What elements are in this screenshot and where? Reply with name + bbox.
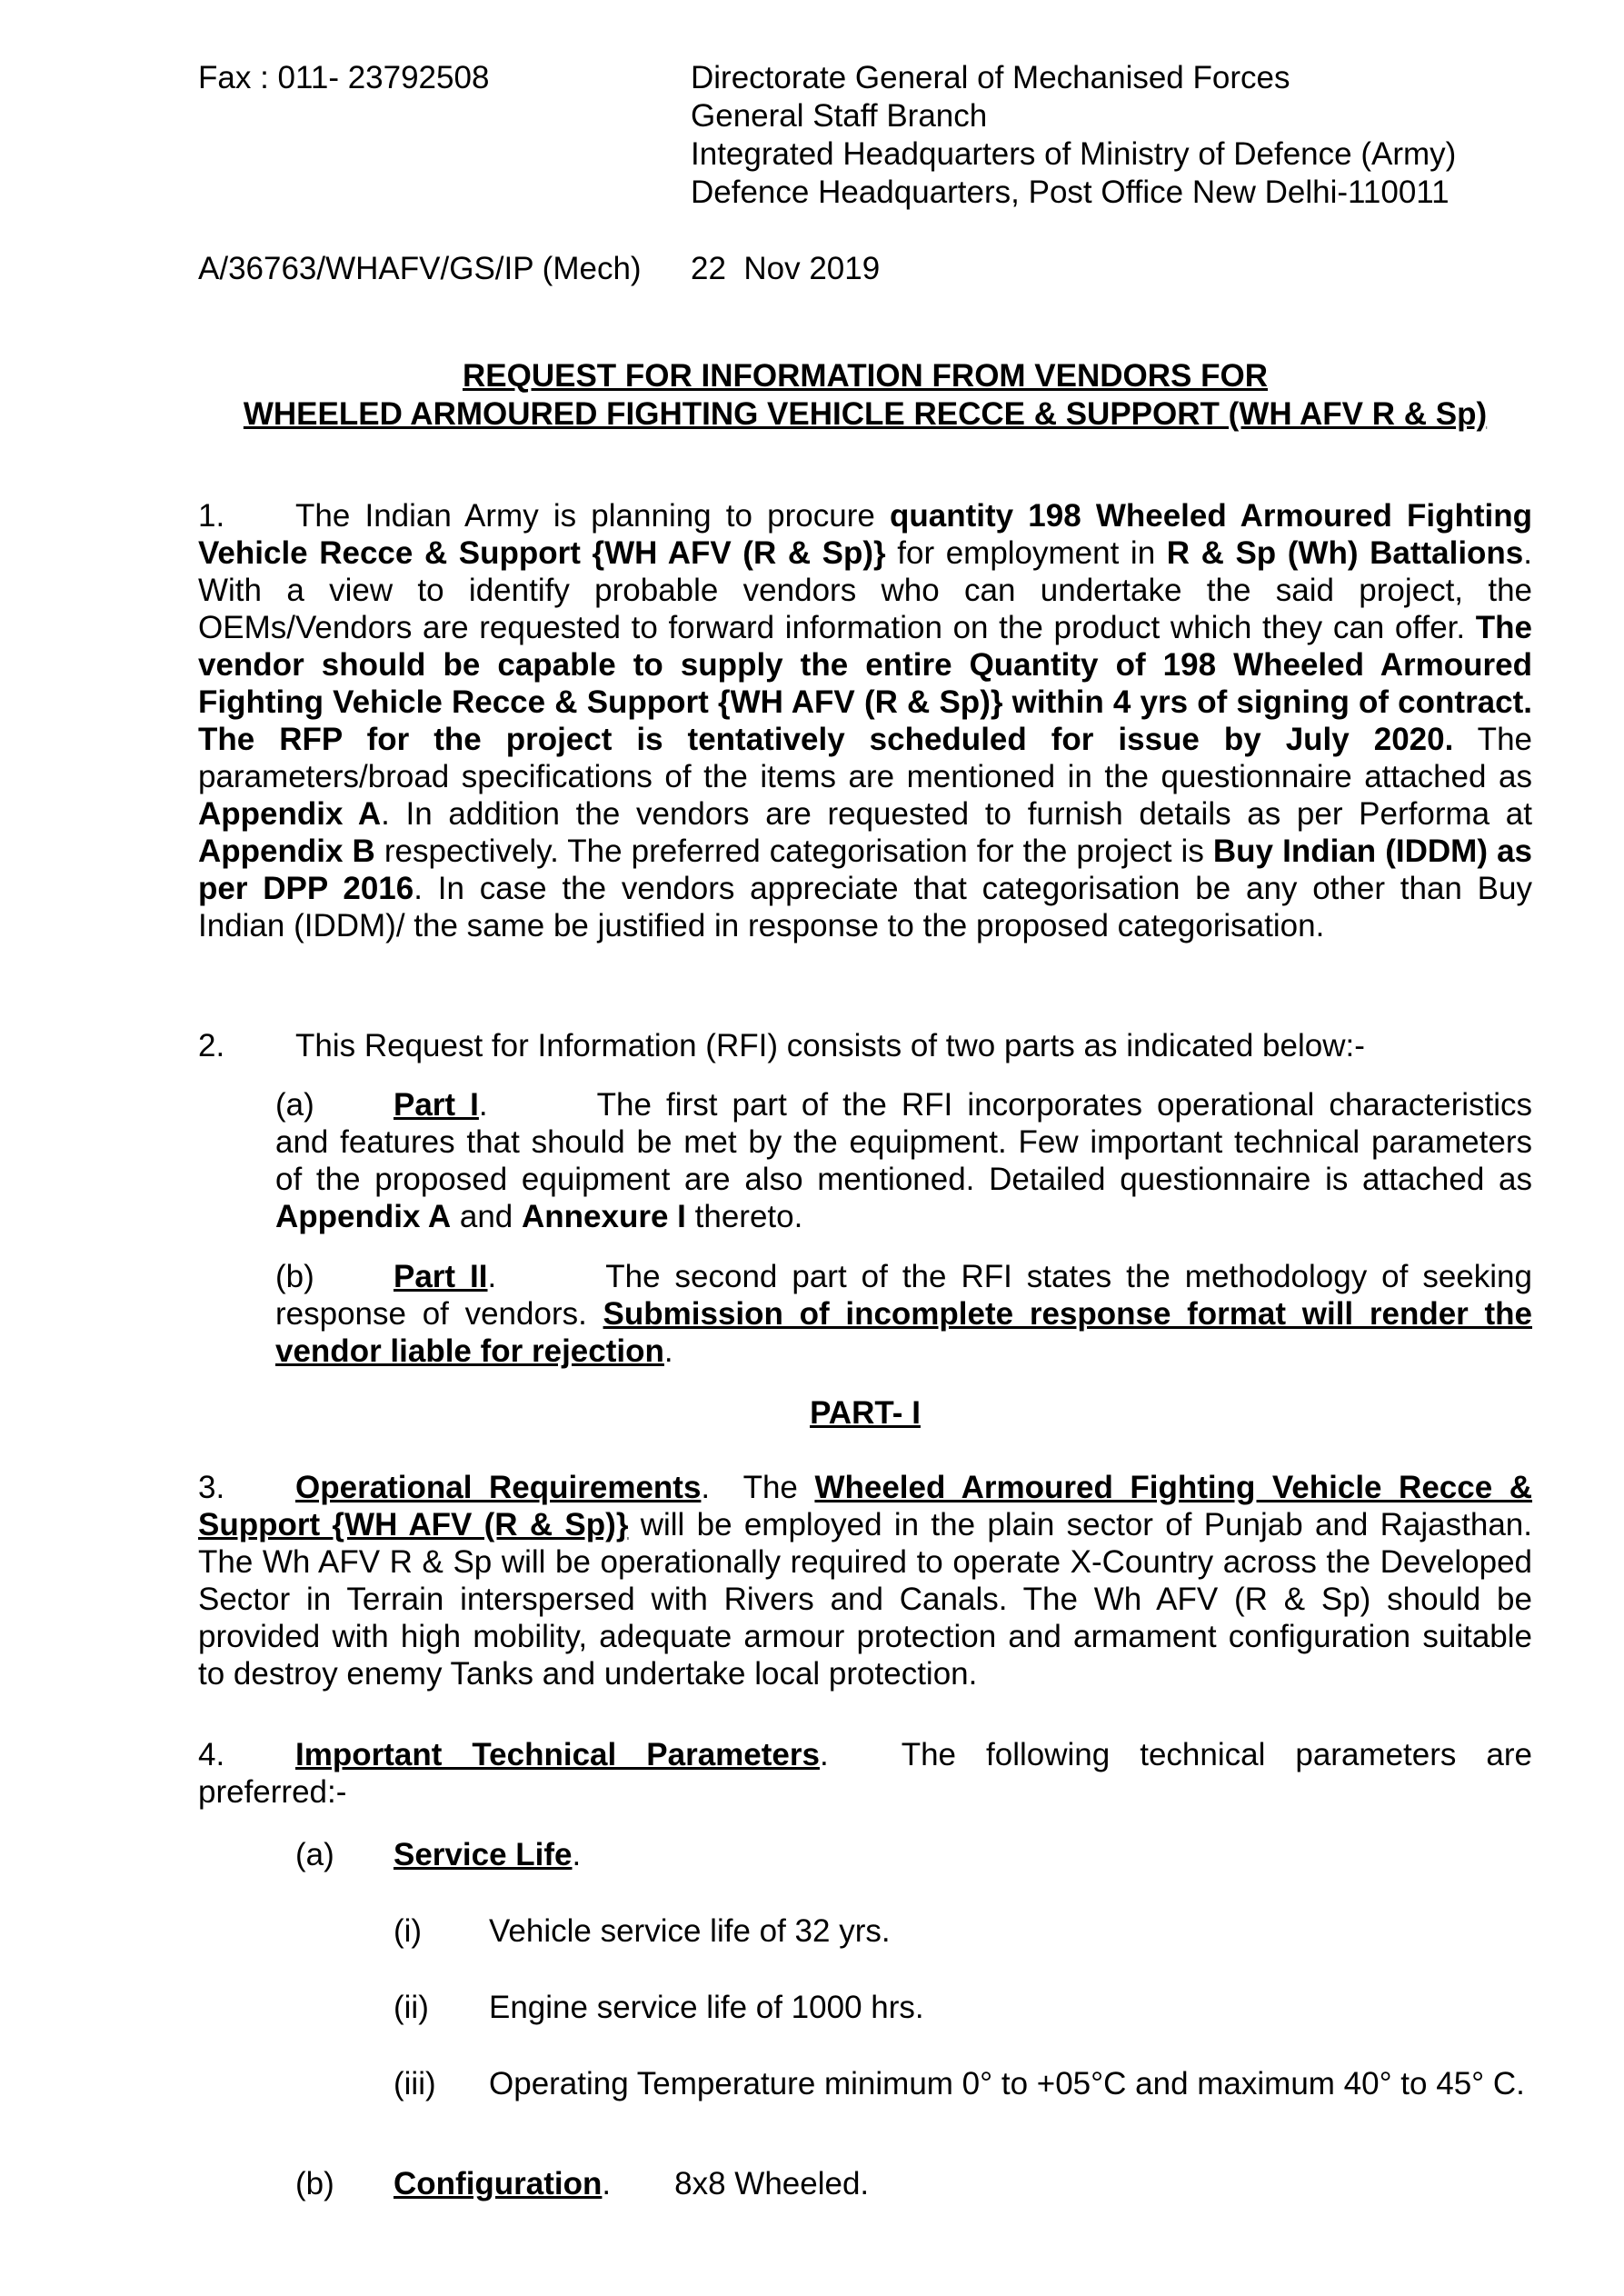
- text-run: The first part of the RFI incorporates operational characteristics and features that should be met by the equipment. Few important technical parameters of the proposed equipment are also mentioned. Detailed questionnaire is attached as: [275, 1087, 1532, 1197]
- period: .: [819, 1737, 829, 1772]
- item-text: Engine service life of 1000 hrs.: [489, 1990, 924, 2025]
- paragraph-text: The following technical parameters are preferred:-: [198, 1737, 1532, 1810]
- subparagraph-label: (b): [295, 2166, 334, 2201]
- period: .: [572, 1837, 582, 1872]
- bold-run: Appendix A: [275, 1199, 452, 1234]
- subparagraph-label: (a): [275, 1087, 314, 1123]
- item-label: (ii): [394, 1990, 429, 2025]
- subparagraph-4b: [295, 2165, 869, 2202]
- subparagraph-heading: Configuration: [394, 2166, 603, 2201]
- bold-underline-run: Submission of incomplete response format will render the vendor liable for rejection: [275, 1296, 1532, 1369]
- subparagraph-2b: [275, 1258, 1532, 1370]
- text-run: . In case the vendors appreciate that categorisation be any other than Buy Indian (IDDM)/ the same be justified in response to the proposed categorisation.: [198, 871, 1532, 943]
- item-text: Vehicle service life of 32 yrs.: [489, 1913, 891, 1949]
- text-run: . With a view to identify probable vendors who can undertake the said project, the OEMs/Vendors are requested to forward information on the product which they can offer.: [198, 535, 1533, 645]
- subparagraph-2a: [275, 1086, 1532, 1235]
- paragraph-number: 4.: [198, 1737, 225, 1772]
- address-line-2: General Staff Branch: [691, 98, 988, 134]
- period: .: [701, 1470, 711, 1505]
- paragraph-heading: Important Technical Parameters: [295, 1737, 820, 1772]
- bold-run: quantity 198 Wheeled Armoured Fighting Vehicle Recce & Support {WH AFV (R & Sp)}: [198, 498, 1532, 571]
- item-label: (iii): [394, 2066, 436, 2101]
- address-line-3: Integrated Headquarters of Ministry of Defence (Army): [691, 136, 1457, 172]
- text-run: The Indian Army is planning to procure: [295, 498, 890, 534]
- paragraph-text: This Request for Information (RFI) consists of two parts as indicated below:-: [295, 1028, 1365, 1063]
- part-heading: PART- I: [810, 1395, 921, 1431]
- text-run: and: [451, 1199, 523, 1234]
- subparagraph-text: 8x8 Wheeled.: [674, 2166, 870, 2201]
- item-text: Operating Temperature minimum 0° to +05°C and maximum 40° to 45° C.: [489, 2066, 1525, 2101]
- address-line-4: Defence Headquarters, Post Office New Delhi-110011: [691, 175, 1450, 210]
- bold-run: Appendix B: [198, 834, 375, 869]
- bold-run: Annexure I: [522, 1199, 686, 1234]
- paragraph-number: 2.: [198, 1028, 225, 1063]
- period: .: [602, 2166, 612, 2201]
- bold-run: Appendix A: [198, 796, 382, 832]
- paragraph-number: 3.: [198, 1470, 225, 1505]
- text-run: for employment in: [885, 535, 1167, 571]
- bold-run: The vendor should be capable to supply the entire Quantity of 198 Wheeled Armoured Fighting Vehicle Recce & Support {WH AFV (R & Sp)} within 4 yrs of signing of contract. The RFP for the project is tentatively scheduled for issue by July 2020.: [198, 610, 1532, 757]
- bold-run: Buy Indian (IDDM) as per DPP 2016: [198, 834, 1532, 906]
- subparagraph-label: (b): [275, 1259, 314, 1294]
- fax-number: Fax : 011- 23792508: [198, 60, 490, 95]
- item-label: (i): [394, 1913, 423, 1949]
- text-run: thereto.: [685, 1199, 803, 1234]
- text-run: The second part of the RFI states the methodology of seeking response of vendors.: [275, 1259, 1532, 1332]
- paragraph-4: [198, 1736, 1532, 1811]
- text-run: will be employed in the plain sector of Punjab and Rajasthan. The Wh AFV R & Sp will be operationally required to operate X-Country across the Developed Sector in Terrain interspersed with Rivers and Canals. The Wh AFV (R & Sp) should be provided with high mobility, adequate armour protection and armament configuration suitable to destroy enemy Tanks and undertake local protection.: [198, 1507, 1532, 1692]
- list-item: [394, 1989, 924, 2026]
- paragraph-2: [198, 1027, 1365, 1064]
- bold-underline-run: Wheeled Armoured Fighting Vehicle Recce & Support {WH AFV (R & Sp)}: [198, 1470, 1533, 1542]
- letter-date: 22 Nov 2019: [691, 251, 881, 286]
- reference-number: A/36763/WHAFV/GS/IP (Mech): [198, 251, 642, 286]
- text-run: The parameters/broad specifications of the items are mentioned in the questionnaire attached as: [198, 722, 1532, 794]
- subparagraph-label: (a): [295, 1837, 334, 1872]
- period: .: [487, 1259, 497, 1294]
- text-run: . In addition the vendors are requested to furnish details as per Performa at: [381, 796, 1532, 832]
- bold-run: R & Sp (Wh) Battalions: [1166, 535, 1524, 571]
- subparagraph-heading: Service Life: [394, 1837, 573, 1872]
- list-item: [394, 1912, 891, 1950]
- paragraph-1: [198, 497, 1532, 944]
- list-item: [394, 2065, 1532, 2102]
- text-run: respectively. The preferred categorisation for the project is: [374, 834, 1213, 869]
- address-line-1: Directorate General of Mechanised Forces: [691, 60, 1290, 95]
- subparagraph-heading: Part I: [394, 1087, 479, 1123]
- subparagraph-heading: Part II: [394, 1259, 488, 1294]
- text-run: .: [663, 1333, 673, 1369]
- title-line-2: WHEELED ARMOURED FIGHTING VEHICLE RECCE & SUPPORT (WH AFV R & Sp): [243, 396, 1488, 432]
- period: .: [478, 1087, 488, 1123]
- paragraph-3: [198, 1469, 1532, 1692]
- paragraph-heading: Operational Requirements: [295, 1470, 702, 1505]
- paragraph-number: 1.: [198, 498, 225, 534]
- title-line-1: REQUEST FOR INFORMATION FROM VENDORS FOR: [462, 358, 1268, 394]
- text-run: The: [710, 1470, 815, 1505]
- subparagraph-4a: [295, 1836, 581, 1873]
